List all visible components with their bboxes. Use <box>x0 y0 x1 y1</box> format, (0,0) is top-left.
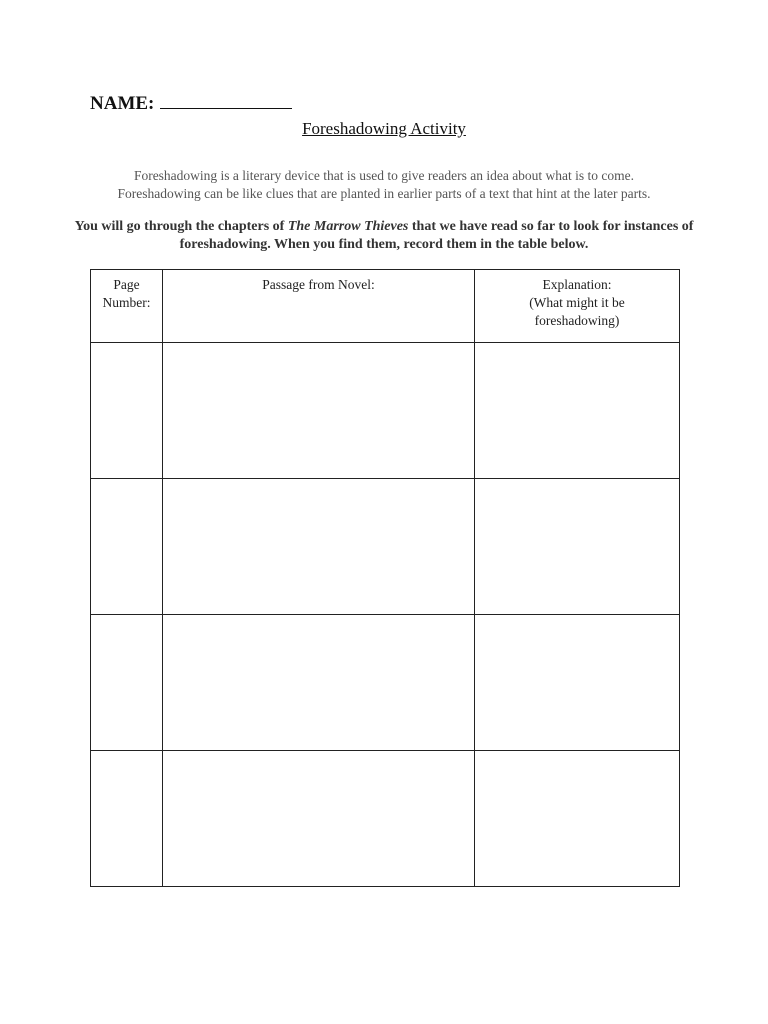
page-number-cell[interactable] <box>91 615 163 751</box>
name-label: NAME: <box>90 93 155 114</box>
table-header-row <box>91 270 680 343</box>
page-title: Foreshadowing Activity <box>302 119 466 138</box>
name-field-label <box>90 92 292 115</box>
intro-line-1: Foreshadowing is a literary device that is used to give readers an idea about what is to come. <box>133 168 635 183</box>
passage-cell[interactable] <box>163 615 475 751</box>
passage-cell[interactable] <box>163 751 475 887</box>
instructions-after: that we have read so far to look for instances of foreshadowing. When you find them, record them in the table below. <box>179 219 694 252</box>
table-row <box>91 479 680 615</box>
column-header-page-number: Page Number: <box>91 270 163 343</box>
page-number-cell[interactable] <box>91 751 163 887</box>
instructions-paragraph <box>70 218 698 254</box>
passage-cell[interactable] <box>163 479 475 615</box>
name-blank-line[interactable] <box>160 92 292 109</box>
instructions-before: You will go through the chapters of <box>74 219 288 234</box>
explanation-cell[interactable] <box>475 479 680 615</box>
explanation-cell[interactable] <box>475 615 680 751</box>
column-header-explanation: Explanation: (What might it be foreshadowing) <box>475 270 680 343</box>
table-row <box>91 751 680 887</box>
passage-cell[interactable] <box>163 343 475 479</box>
book-title: The Marrow Thieves <box>287 219 409 234</box>
explanation-cell[interactable] <box>475 751 680 887</box>
intro-line-2: Foreshadowing can be like clues that are planted in earlier parts of a text that hint at the later parts. <box>117 186 651 201</box>
page-number-cell[interactable] <box>91 343 163 479</box>
page-number-cell[interactable] <box>91 479 163 615</box>
table-row <box>91 343 680 479</box>
foreshadowing-table <box>90 269 680 887</box>
intro-paragraph <box>70 167 698 203</box>
explanation-cell[interactable] <box>475 343 680 479</box>
column-header-passage: Passage from Novel: <box>163 270 475 343</box>
table-row <box>91 615 680 751</box>
